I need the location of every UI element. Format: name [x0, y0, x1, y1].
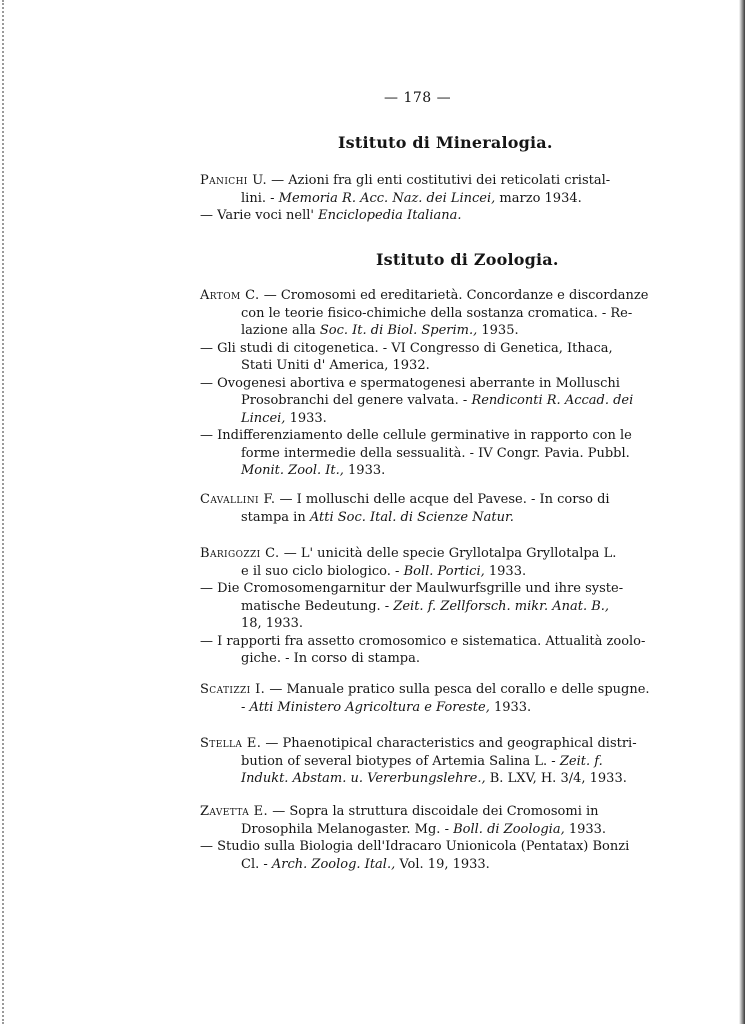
entry-line — [200, 190, 610, 208]
entry-text: forme intermedie della sessualità. - IV Congr. Pavia. Pubbl. — [241, 445, 630, 461]
entry-text: 1935. — [477, 323, 519, 338]
bibliography-entry — [200, 172, 610, 225]
page-number: — 178 — — [384, 90, 452, 106]
right-edge-shadow — [739, 0, 745, 1024]
entry-text: 1933. — [484, 563, 527, 579]
entry-text: — Gli studi di citogenetica. - VI Congresso di Genetica, Ithaca, — [200, 340, 613, 356]
entry-line — [200, 753, 637, 771]
entry-line — [200, 770, 637, 788]
entry-text: e il suo ciclo biologico. - — [241, 563, 404, 579]
entry-text: 1933. — [489, 699, 532, 715]
entry-text: — Sopra la struttura discoidale dei Cromosomi in — [268, 804, 599, 819]
entry-text: 18, 1933. — [241, 616, 304, 631]
entry-line — [200, 803, 629, 821]
bibliography-entry — [200, 545, 645, 668]
entry-line — [200, 598, 645, 616]
entry-line — [200, 410, 648, 428]
bibliography-entry — [200, 491, 610, 526]
citation-source: Soc. It. di Biol. Sperim., — [319, 323, 478, 338]
entry-line — [200, 357, 648, 375]
entry-line — [200, 650, 645, 668]
entry-text: — Azioni fra gli enti costitutivi dei reticolati cristal- — [267, 173, 611, 188]
entry-text: — Phaenotipical characteristics and geographical distri- — [261, 736, 637, 751]
entry-text: B. LXV, H. 3/4, 1933. — [485, 771, 627, 786]
entry-text: — I molluschi delle acque del Pavese. - In corso di — [275, 492, 610, 507]
entry-text: matische Bedeutung. - — [241, 598, 394, 614]
citation-source: Atti Soc. Ital. di Scienze Natur. — [309, 509, 514, 525]
entry-text: 1933. — [564, 821, 607, 837]
entry-text: bution of several biotypes of Artemia Salina L. - — [241, 753, 560, 769]
entry-line — [200, 375, 648, 393]
entry-line — [200, 838, 629, 856]
bibliography-entry — [200, 735, 637, 788]
entry-line — [200, 545, 645, 563]
entry-line — [200, 287, 648, 305]
entry-text: Drosophila Melanogaster. Mg. - — [241, 821, 454, 837]
entry-text: - — [241, 699, 250, 715]
author-name: Panichi U. — [200, 173, 267, 188]
entry-text: — Cromosomi ed ereditarietà. Concordanze e discordanze — [259, 288, 649, 303]
entry-text: Stati Uniti d' America, 1932. — [241, 358, 430, 373]
citation-source: Enciclopedia Italiana. — [318, 208, 462, 223]
author-name: Cavallini F. — [200, 492, 276, 507]
entry-line — [200, 681, 650, 699]
entry-text: 1933. — [343, 463, 386, 478]
author-name: Zavetta E. — [200, 804, 269, 819]
citation-source: Zeit. f. — [559, 753, 603, 769]
citation-source: Arch. Zoolog. Ital., — [271, 856, 396, 872]
citation-source: Lincei, — [241, 410, 286, 426]
author-name: Artom C. — [200, 288, 260, 303]
citation-source: Boll. Portici, — [403, 563, 485, 579]
entry-text: giche. - In corso di stampa. — [241, 651, 420, 666]
entry-text: Cl. - — [241, 856, 272, 872]
entry-line — [200, 462, 648, 480]
citation-source: Rendiconti R. Accad. dei — [471, 393, 634, 408]
author-name: Scatizzi I. — [200, 682, 266, 697]
entry-text: stampa in — [241, 509, 310, 525]
entry-text: 1933. — [285, 410, 327, 426]
entry-text: marzo 1934. — [495, 190, 582, 206]
entry-line — [200, 305, 648, 323]
entry-text: Vol. 19, 1933. — [395, 856, 490, 872]
entry-text: Prosobranchi del genere valvata. - — [241, 393, 472, 408]
entry-line — [200, 699, 650, 717]
entry-text: — Ovogenesi abortiva e spermatogenesi aberrante in Molluschi — [200, 375, 620, 391]
citation-source: Boll. di Zoologia, — [453, 821, 565, 837]
section-title-mineralogia: Istituto di Mineralogia. — [338, 133, 553, 152]
entry-line — [200, 491, 610, 509]
citation-source: Indukt. Abstam. u. Vererbungslehre., — [241, 771, 486, 786]
entry-line — [200, 615, 645, 633]
entry-line — [200, 427, 648, 445]
citation-source: Memoria R. Acc. Naz. dei Lincei, — [278, 190, 496, 206]
entry-text: — Varie voci nell' — [200, 208, 319, 223]
section-title-zoologia: Istituto di Zoologia. — [376, 250, 559, 269]
entry-text: — I rapporti fra assetto cromosomico e sistematica. Attualità zoolo- — [200, 633, 646, 649]
entry-text: — Manuale pratico sulla pesca del corallo e delle spugne. — [265, 682, 650, 697]
entry-line — [200, 322, 648, 340]
entry-text: lazione alla — [241, 323, 320, 338]
binding-edge-shadow — [2, 0, 6, 1024]
entry-line — [200, 563, 645, 581]
bibliography-entry — [200, 803, 629, 873]
entry-text: con le teorie fisico-chimiche della sostanza cromatica. - Re- — [241, 305, 633, 321]
entry-text: — Indifferenziamento delle cellule germinative in rapporto con le — [200, 428, 632, 443]
author-name: Barigozzi C. — [200, 546, 280, 561]
entry-text: — L' unicità delle specie Gryllotalpa Gryllotalpa L. — [279, 546, 617, 561]
entry-text: lini. - — [241, 190, 279, 206]
entry-line — [200, 172, 610, 190]
citation-source: Monit. Zool. It., — [241, 463, 344, 478]
entry-line — [200, 735, 637, 753]
bibliography-entry — [200, 287, 648, 480]
citation-source: Zeit. f. Zellforsch. mikr. Anat. B., — [393, 598, 610, 614]
entry-line — [200, 509, 610, 527]
entry-text: — Studio sulla Biologia dell'Idracaro Unionicola (Pentatax) Bonzi — [200, 839, 630, 854]
author-name: Stella E. — [200, 736, 262, 751]
entry-line — [200, 821, 629, 839]
citation-source: Atti Ministero Agricoltura e Foreste, — [249, 699, 490, 715]
entry-line — [200, 445, 648, 463]
entry-line — [200, 340, 648, 358]
entry-line — [200, 856, 629, 874]
entry-line — [200, 580, 645, 598]
entry-line — [200, 633, 645, 651]
bibliography-entry — [200, 681, 650, 716]
entry-line — [200, 207, 610, 225]
entry-line — [200, 392, 648, 410]
entry-text: — Die Cromosomengarnitur der Maulwurfsgrille und ihre syste- — [200, 581, 624, 596]
